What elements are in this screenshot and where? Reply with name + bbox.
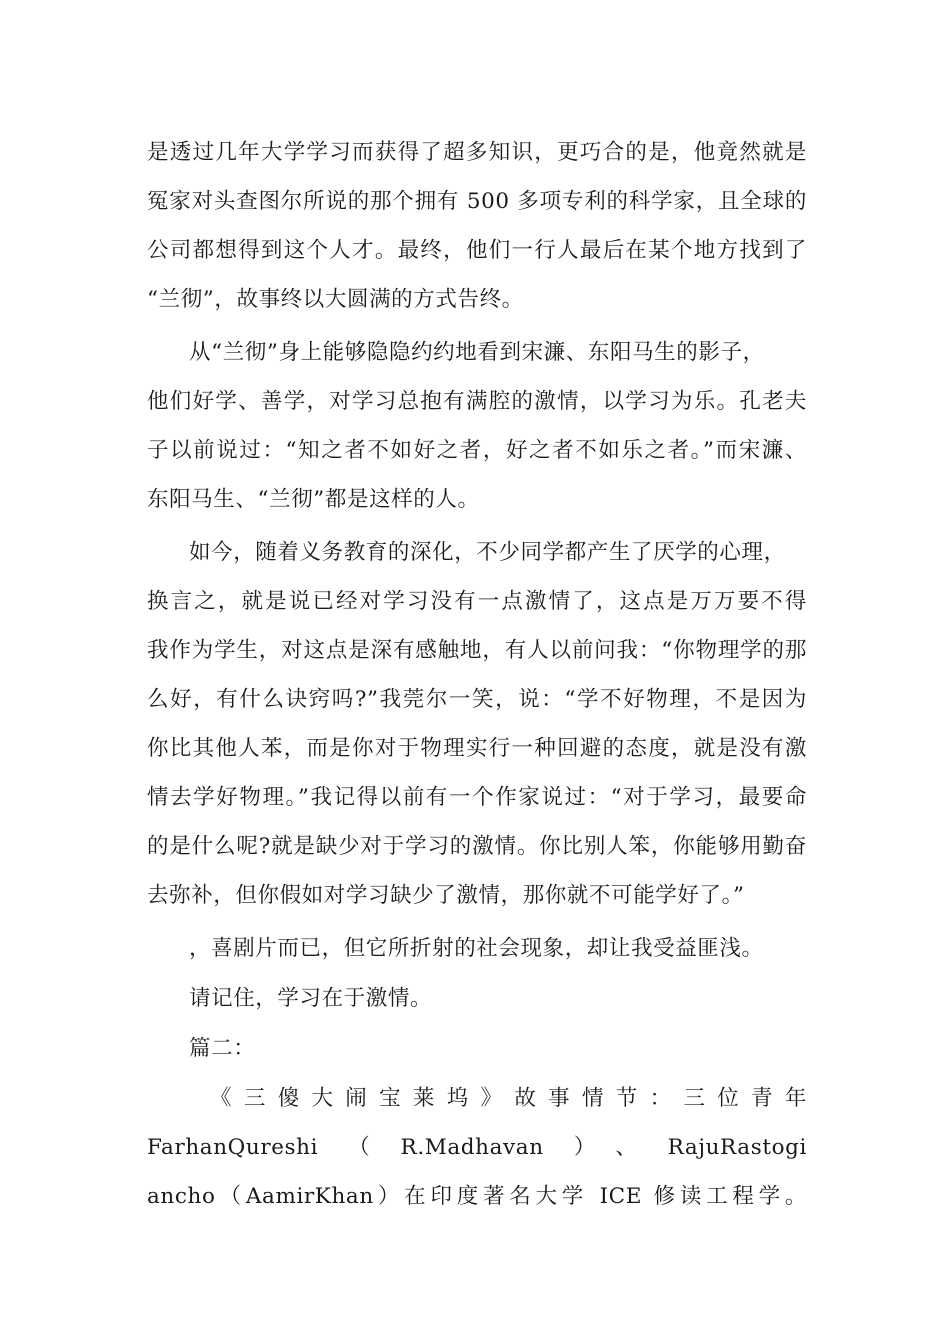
text-line-15: 的是什么呢?就是缺少对于学习的激情。你比别人笨，你能够用勤奋 — [147, 834, 807, 859]
text-line-13: 你比其他人苯，而是你对于物理实行一种回避的态度，就是没有激 — [147, 736, 807, 761]
text-line-6: 他们好学、善学，对学习总抱有满腔的激情，以学习为乐。孔老夫 — [147, 389, 807, 414]
text-line-11: 我作为学生，对这点是深有感触地，有人以前问我：“你物理学的那 — [147, 638, 807, 663]
text-line-12: 么好，有什么诀窍吗?”我莞尔一笑，说：“学不好物理，不是因为 — [147, 687, 807, 712]
text-line-9: 如今，随着义务教育的深化，不少同学都产生了厌学的心理， — [189, 540, 786, 565]
text-line-18: 请记住，学习在于激情。 — [189, 986, 433, 1011]
text-line-1: 是透过几年大学学习而获得了超多知识，更巧合的是，他竟然就是 — [147, 140, 807, 165]
text-line-7: 子以前说过：“知之者不如好之者，好之者不如乐之者。”而宋濂、 — [147, 438, 807, 463]
text-line-21: FarhanQureshi（R.Madhavan）、RajuRastogi — [147, 1135, 807, 1160]
text-line-16: 去弥补，但你假如对学习缺少了激情，那你就不可能学好了。” — [147, 883, 745, 908]
text-line-3: 公司都想得到这个人才。最终，他们一行人最后在某个地方找到了 — [147, 238, 807, 263]
text-line-17: ，喜剧片而已，但它所折射的社会现象，却让我受益匪浅。 — [189, 936, 764, 961]
text-line-20: 《三傻大闹宝莱坞》故事情节：三位青年 — [210, 1086, 807, 1111]
text-line-22: ancho（AamirKhan）在印度著名大学 ICE 修读工程学。 — [147, 1184, 807, 1209]
text-line-8: 东阳马生、“兰彻”都是这样的人。 — [147, 487, 480, 512]
text-line-4: “兰彻”，故事终以大圆满的方式告终。 — [147, 287, 524, 312]
text-line-10: 换言之，就是说已经对学习没有一点激情了，这点是万万要不得 — [147, 589, 807, 614]
text-line-5: 从“兰彻”身上能够隐隐约约地看到宋濂、东阳马生的影子， — [189, 340, 765, 365]
section-heading: 篇二： — [189, 1036, 256, 1061]
text-line-2: 冤家对头查图尔所说的那个拥有 500 多项专利的科学家，且全球的 — [147, 189, 807, 214]
text-line-14: 情去学好物理。”我记得以前有一个作家说过：“对于学习，最要命 — [147, 785, 807, 810]
